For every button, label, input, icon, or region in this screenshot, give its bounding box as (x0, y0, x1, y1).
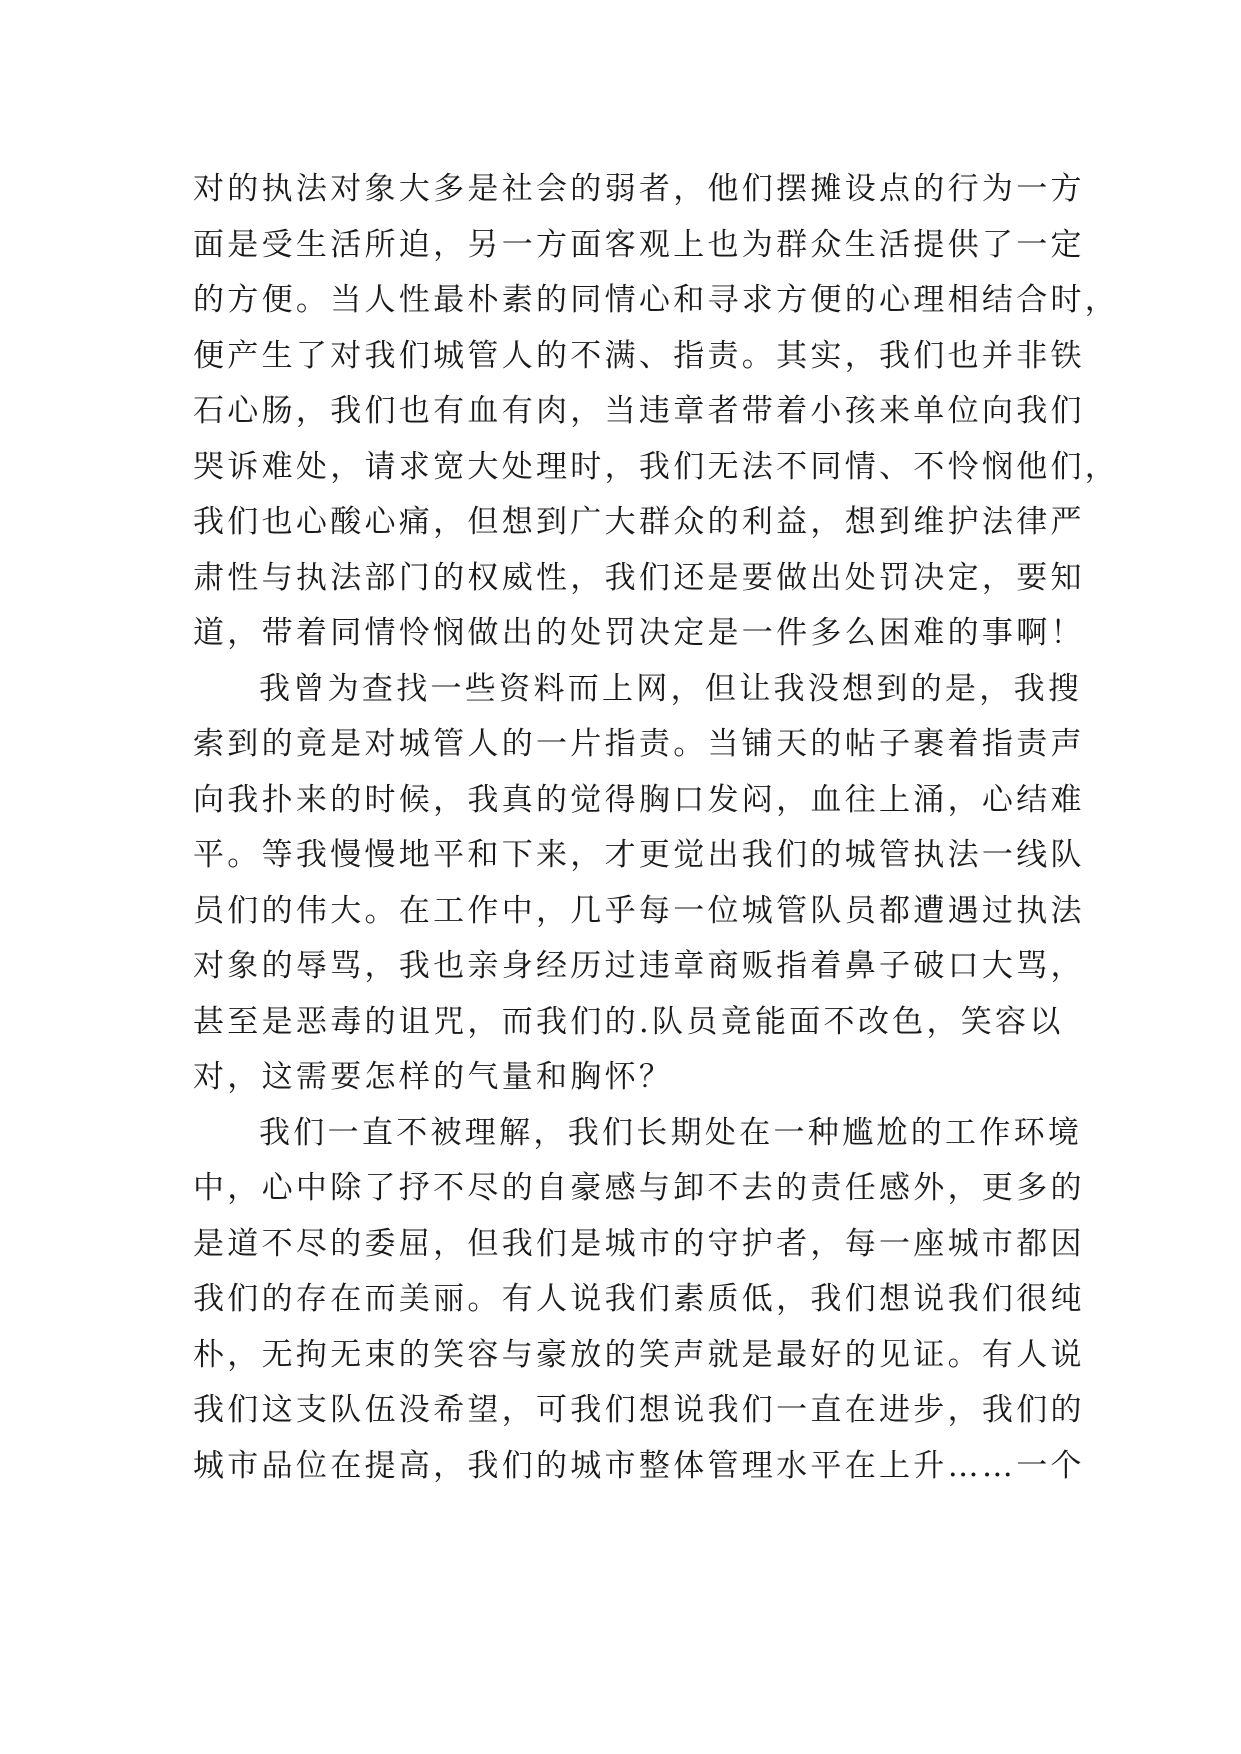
text-line: 朴，无拘无束的笑容与豪放的笑声就是最好的见证。有人说 (193, 1336, 1085, 1373)
text-line: 哭诉难处，请求宽大处理时，我们无法不同情、不怜悯他们， (193, 448, 1120, 485)
text-line: 石心肠，我们也有血有肉，当违章者带着小孩来单位向我们 (193, 393, 1085, 429)
text-line: 对，这需要怎样的气量和胸怀？ (193, 1059, 674, 1095)
text-line: 便产生了对我们城管人的不满、指责。其实，我们也并非铁 (193, 337, 1085, 374)
text-line: 肃性与执法部门的权威性，我们还是要做出处罚决定，要知 (193, 559, 1085, 596)
text-line: 我们也心酸心痛，但想到广大群众的利益，想到维护法律严 (193, 504, 1085, 540)
text-line: 对象的辱骂，我也亲身经历过违章商贩指着鼻子破口大骂， (193, 948, 1085, 984)
text-line: 甚至是恶毒的诅咒，而我们的.队员竟能面不改色，笑容以 (193, 1003, 1064, 1040)
text-line: 索到的竟是对城管人的一片指责。当铺天的帖子裹着指责声 (193, 726, 1085, 762)
body-text (193, 162, 1120, 1494)
text-line: 员们的伟大。在工作中，几乎每一位城管队员都遭遇过执法 (193, 892, 1085, 929)
text-line: 我们一直不被理解，我们长期处在一种尴尬的工作环境 (259, 1114, 1083, 1151)
text-line: 我们这支队伍没希望，可我们想说我们一直在进步，我们的 (193, 1392, 1085, 1428)
text-line: 平。等我慢慢地平和下来，才更觉出我们的城管执法一线队 (193, 837, 1085, 873)
text-line: 我曾为查找一些资料而上网，但让我没想到的是，我搜 (259, 670, 1083, 707)
text-line: 城市品位在提高，我们的城市整体管理水平在上升……一个 (193, 1447, 1085, 1484)
text-line: 我们的存在而美丽。有人说我们素质低，我们想说我们很纯 (193, 1281, 1085, 1317)
text-line: 道，带着同情怜悯做出的处罚决定是一件多么困难的事啊！ (193, 615, 1085, 651)
text-line: 向我扑来的时候，我真的觉得胸口发闷，血往上涌，心结难 (193, 781, 1085, 818)
text-line: 是道不尽的委屈，但我们是城市的守护者，每一座城市都因 (193, 1225, 1085, 1262)
text-line: 对的执法对象大多是社会的弱者，他们摆摊设点的行为一方 (193, 171, 1085, 207)
text-line: 面是受生活所迫，另一方面客观上也为群众生活提供了一定 (193, 226, 1085, 263)
text-line: 的方便。当人性最朴素的同情心和寻求方便的心理相结合时， (193, 282, 1120, 318)
text-line: 中，心中除了抒不尽的自豪感与卸不去的责任感外，更多的 (193, 1170, 1085, 1206)
